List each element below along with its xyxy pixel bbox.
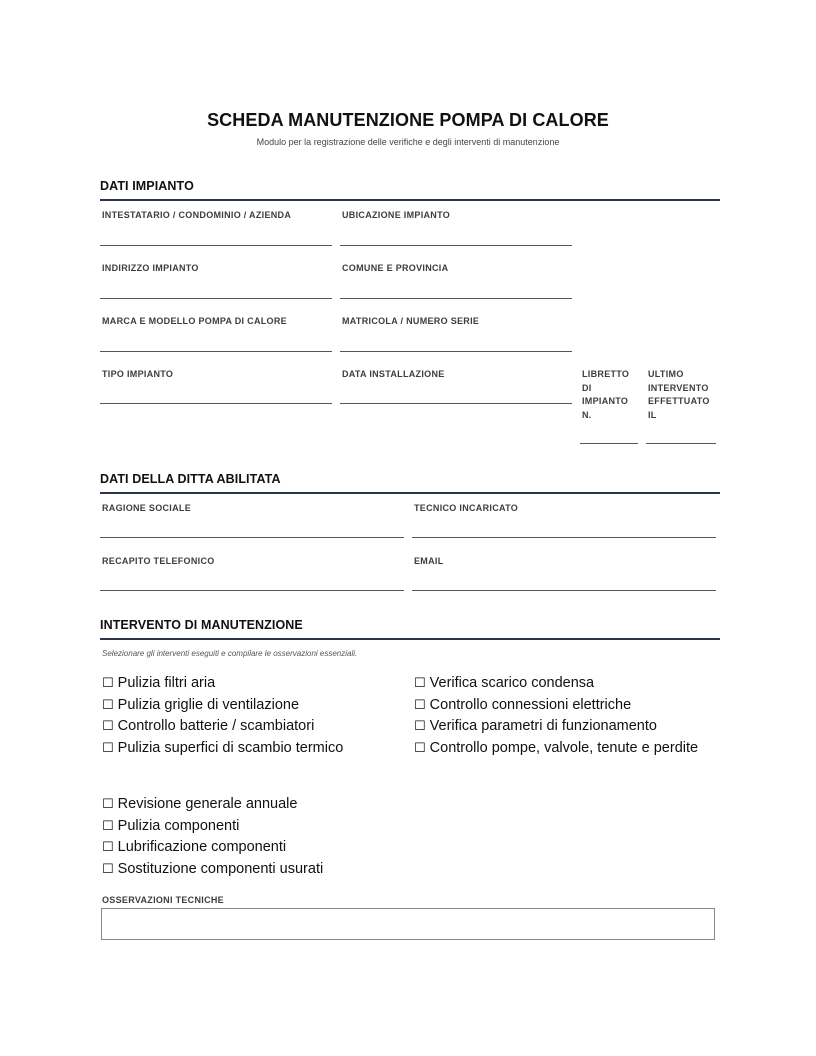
field-underline — [412, 537, 716, 538]
field-label: RECAPITO TELEFONICO — [102, 556, 215, 566]
field-label: ULTIMO INTERVENTO EFFETTUATO IL — [648, 369, 710, 420]
checklist-extra — [102, 794, 422, 880]
checkbox-icon[interactable]: ☐ — [102, 818, 114, 834]
section-heading-impianto: DATI IMPIANTO — [100, 179, 720, 201]
checklist-item[interactable]: ☐ Lubrificazione componenti — [102, 839, 287, 855]
checklist-item[interactable]: ☐ Pulizia griglie di ventilazione — [102, 696, 300, 713]
checklist-item[interactable]: ☐ Pulizia filtri aria — [102, 675, 216, 691]
field-underline — [340, 245, 572, 246]
field-ultimo-intervento[interactable] — [646, 368, 716, 444]
field-underline — [412, 590, 716, 591]
checkbox-icon[interactable]: ☐ — [102, 840, 114, 855]
checkbox-icon[interactable]: ☐ — [102, 719, 114, 734]
field-label: MARCA E MODELLO POMPA DI CALORE — [102, 316, 287, 326]
field-label: INDIRIZZO IMPIANTO — [102, 263, 199, 273]
checkbox-icon[interactable]: ☐ — [102, 740, 114, 756]
page-subtitle: Modulo per la registrazione delle verifiche e degli interventi di manutenzione — [256, 137, 560, 147]
field-label: EMAIL — [414, 556, 444, 566]
checklist-left — [102, 673, 402, 759]
checkbox-icon[interactable]: ☐ — [102, 797, 114, 812]
checkbox-icon[interactable]: ☐ — [102, 861, 114, 877]
field-label: UBICAZIONE IMPIANTO — [342, 210, 451, 220]
checkbox-icon[interactable]: ☐ — [414, 676, 426, 691]
field-label: COMUNE E PROVINCIA — [342, 263, 449, 273]
field-tipo-impianto[interactable] — [100, 368, 332, 404]
field-underline — [340, 351, 572, 352]
checkbox-icon[interactable]: ☐ — [414, 740, 426, 756]
field-underline — [100, 403, 332, 404]
field-label: DATA INSTALLAZIONE — [342, 369, 445, 379]
checkbox-icon[interactable]: ☐ — [102, 676, 114, 691]
field-underline — [100, 245, 332, 246]
field-data-installazione[interactable] — [340, 368, 572, 404]
field-label: LIBRETTO DI IMPIANTO N. — [582, 369, 630, 420]
checklist-item[interactable]: ☐ Controllo batterie / scambiatori — [102, 718, 315, 734]
field-libretto[interactable] — [580, 368, 638, 444]
checkbox-icon[interactable]: ☐ — [102, 697, 114, 713]
field-label: INTESTATARIO / CONDOMINIO / AZIENDA — [102, 210, 292, 220]
checklist-item[interactable]: ☐ Pulizia superfici di scambio termico — [102, 739, 344, 756]
field-label: RAGIONE SOCIALE — [102, 503, 192, 513]
checklist-item[interactable]: ☐ Controllo connessioni elettriche — [414, 696, 632, 713]
observations-label: OSSERVAZIONI TECNICHE — [102, 895, 224, 905]
checklist-item[interactable]: ☐ Verifica scarico condensa — [414, 675, 595, 691]
field-recapito[interactable] — [100, 555, 404, 591]
field-label: MATRICOLA / NUMERO SERIE — [342, 316, 480, 326]
checkbox-icon[interactable]: ☐ — [414, 697, 426, 713]
checklist-right — [414, 673, 704, 759]
observations-textarea[interactable] — [101, 908, 715, 940]
section-heading-intervento: INTERVENTO DI MANUTENZIONE — [100, 618, 720, 640]
field-matricola[interactable] — [340, 315, 572, 352]
field-underline — [100, 537, 404, 538]
field-comune[interactable] — [340, 262, 572, 299]
checklist-item[interactable]: ☐ Revisione generale annuale — [102, 796, 298, 812]
field-underline — [646, 443, 716, 444]
checklist-item[interactable]: ☐ Sostituzione componenti usurati — [102, 860, 324, 877]
field-marca-modello[interactable] — [100, 315, 332, 352]
field-underline — [580, 443, 638, 444]
section-heading-ditta: DATI DELLA DITTA ABILITATA — [100, 472, 720, 494]
checklist-item[interactable]: ☐ Verifica parametri di funzionamento — [414, 718, 657, 734]
field-underline — [100, 351, 332, 352]
field-underline — [340, 403, 572, 404]
field-intestatario[interactable] — [100, 209, 332, 246]
field-label: TIPO IMPIANTO — [102, 369, 174, 379]
field-tecnico[interactable] — [412, 502, 716, 538]
field-underline — [100, 590, 404, 591]
field-label: TECNICO INCARICATO — [414, 503, 519, 513]
field-ragione-sociale[interactable] — [100, 502, 404, 538]
field-underline — [340, 298, 572, 299]
field-indirizzo[interactable] — [100, 262, 332, 299]
checklist-item[interactable]: ☐ Controllo pompe, valvole, tenute e perdite — [414, 739, 699, 756]
checkbox-icon[interactable]: ☐ — [414, 719, 426, 734]
checklist-item[interactable]: ☐ Pulizia componenti — [102, 817, 240, 834]
page-title: SCHEDA MANUTENZIONE POMPA DI CALORE — [207, 110, 609, 130]
instructions-text: Selezionare gli interventi eseguiti e compilare le osservazioni essenziali. — [102, 649, 358, 658]
field-underline — [100, 298, 332, 299]
field-ubicazione[interactable] — [340, 209, 572, 246]
field-email[interactable] — [412, 555, 716, 591]
